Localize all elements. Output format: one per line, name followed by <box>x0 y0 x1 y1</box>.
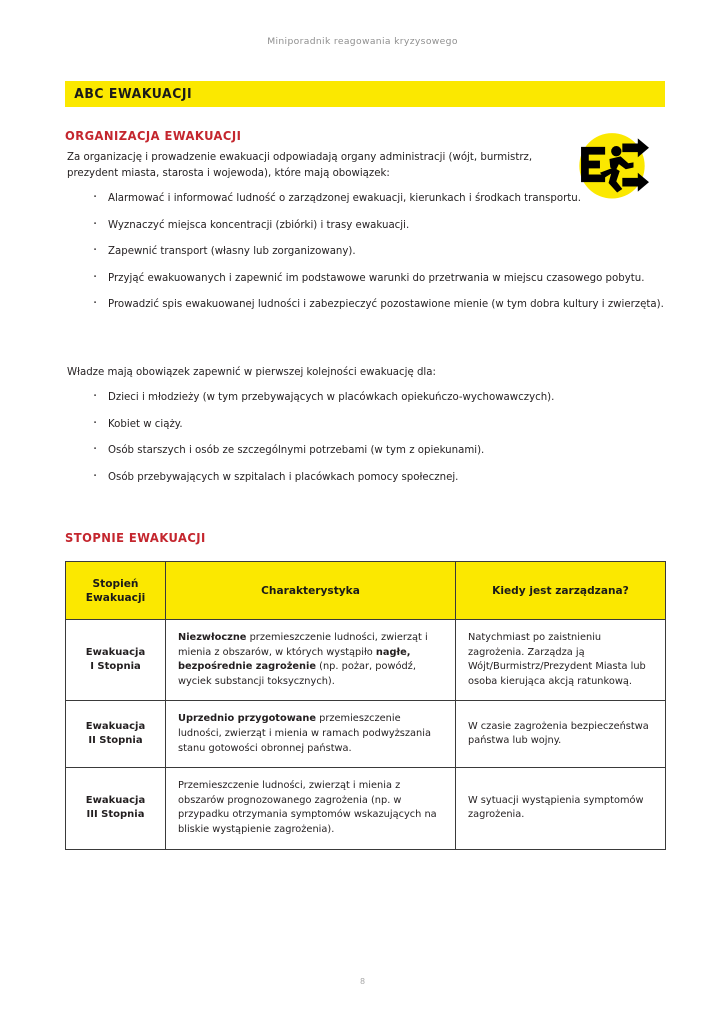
running-header: Miniporadnik reagowania kryzysowego <box>267 36 458 47</box>
grade-label <box>66 768 166 849</box>
grade-line1: Ewakuacja <box>85 647 146 659</box>
table-row <box>66 701 666 768</box>
list-item: · Wyznaczyć miejsca koncentracji (zbiórki) i trasy ewakuacji. <box>92 218 667 234</box>
column-header-grade-line1: Stopień <box>92 577 139 590</box>
list-item: · Prowadzić spis ewakuowanej ludności i zabezpieczyć pozostawione mienie (w tym dobra kultury i zwierzęta). <box>92 297 667 313</box>
column-header-grade <box>66 562 166 620</box>
heading-organizacja-ewakuacji: ORGANIZACJA EWAKUACJI <box>65 128 242 143</box>
intro-paragraph: Za organizację i prowadzenie ewakuacji odpowiadają organy administracji (wójt, burmistrz, prezydent miasta, starosta i wojewoda), które mają obowiązek: <box>67 152 533 180</box>
list-item: · Dzieci i młodzieży (w tym przebywających w placówkach opiekuńczo-wychowawczych). <box>92 390 652 406</box>
list-item: · Przyjąć ewakuowanych i zapewnić im podstawowe warunki do przetrwania w miejscu czasowego pobytu. <box>92 271 667 287</box>
characteristic-cell: Uprzednio przygotowane przemieszczenie ludności, zwierząt i mienia w ramach podwyższania stanu gotowości obronnej państwa. <box>166 701 456 768</box>
grade-line2: I Stopnia <box>90 661 141 673</box>
grade-line2: III Stopnia <box>86 809 145 821</box>
grade-line2: II Stopnia <box>88 735 143 747</box>
list-item: · Osób przebywających w szpitalach i placówkach pomocy społecznej. <box>92 470 652 486</box>
section-banner <box>65 81 665 107</box>
table-row <box>66 620 666 701</box>
heading-stopnie-ewakuacji: STOPNIE EWAKUACJI <box>65 530 206 545</box>
grade-label <box>66 620 166 701</box>
characteristic-cell: Przemieszczenie ludności, zwierząt i mienia z obszarów prognozowanego zagrożenia (np. w przypadku otrzymania symptomów wskazujących na bliskie wystąpienie zagrożenia). <box>166 768 456 849</box>
column-header-grade-line2: Ewakuacji <box>85 591 146 604</box>
when-cell: Natychmiast po zaistnieniu zagrożenia. Zarządza ją Wójt/Burmistrz/Prezydent Miasta lub osoba kierująca akcją ratunkową. <box>456 620 666 701</box>
section-banner-title: ABC EWAKUACJI <box>74 86 193 102</box>
when-cell: W czasie zagrożenia bezpieczeństwa państwa lub wojny. <box>456 701 666 768</box>
list-item: · Alarmować i informować ludność o zarządzonej ewakuacji, kierunkach i środkach transportu. <box>92 191 667 207</box>
obligations-list <box>92 191 667 324</box>
table-row <box>66 768 666 849</box>
evacuation-grades-table <box>65 561 666 850</box>
characteristic-cell: Niezwłoczne przemieszczenie ludności, zwierząt i mienia z obszarów, w których wystąpiło nagłe, bezpośrednie zagrożenie (np. pożar, powódź, wyciek substancji toksycznych). <box>166 620 456 701</box>
priority-intro-paragraph: Władze mają obowiązek zapewnić w pierwszej kolejności ewakuację dla: <box>67 367 436 378</box>
list-item: · Osób starszych i osób ze szczególnymi potrzebami (w tym z opiekunami). <box>92 443 652 459</box>
column-header-when: Kiedy jest zarządzana? <box>456 562 666 620</box>
table-header-row <box>66 562 666 620</box>
grade-line1: Ewakuacja <box>85 795 146 807</box>
grade-line1: Ewakuacja <box>85 721 146 733</box>
when-cell: W sytuacji wystąpienia symptomów zagrożenia. <box>456 768 666 849</box>
priority-groups-list <box>92 390 652 496</box>
page-number: 8 <box>359 977 366 986</box>
column-header-characteristic: Charakterystyka <box>166 562 456 620</box>
list-item: · Zapewnić transport (własny lub zorganizowany). <box>92 244 667 260</box>
list-item: · Kobiet w ciąży. <box>92 417 652 433</box>
grade-label <box>66 701 166 768</box>
